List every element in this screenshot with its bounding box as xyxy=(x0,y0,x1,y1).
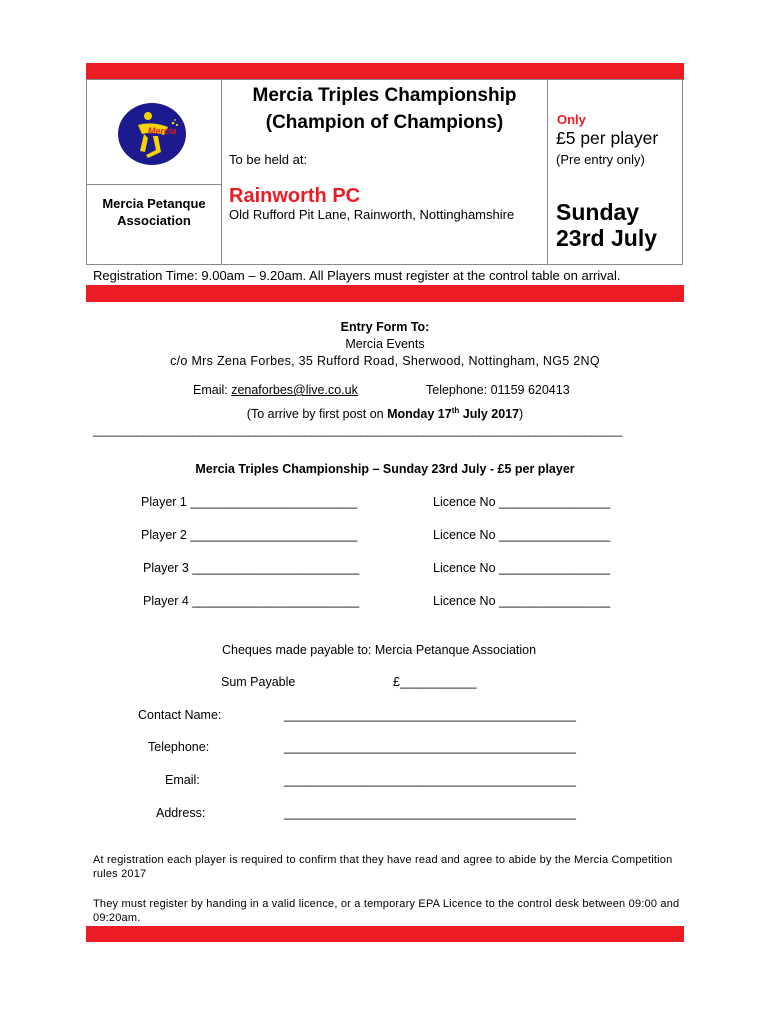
entry-email-link[interactable]: zenaforbes@live.co.uk xyxy=(231,383,358,397)
only-label: Only xyxy=(557,112,586,127)
player-4-field[interactable]: Player 4 ________________________ xyxy=(143,594,360,608)
middle-red-bar xyxy=(86,285,684,302)
arrive-sup: th xyxy=(451,406,460,415)
event-date: 23rd July xyxy=(556,225,657,251)
price: £5 per player xyxy=(556,128,659,148)
sum-payable-label: Sum Payable xyxy=(221,675,296,689)
section-divider: _____________________________________________________________________________________ xyxy=(93,423,623,437)
registration-time: Registration Time: 9.00am – 9.20am. All Players must register at the control table on arrival. xyxy=(93,268,621,283)
arrive-by xyxy=(86,406,684,421)
entry-heading: Entry Form To: xyxy=(340,320,430,334)
association-name: Mercia Petanque Association xyxy=(102,196,206,228)
pre-entry: (Pre entry only) xyxy=(556,152,645,167)
contact-name-field[interactable]: __________________________________________ xyxy=(284,708,576,722)
licence-3-field[interactable]: Licence No ________________ xyxy=(433,561,611,575)
arrive-date: Monday 17 xyxy=(387,407,452,422)
entry-org: Mercia Events xyxy=(345,337,425,351)
arrive-suffix: ) xyxy=(519,407,524,422)
entry-email-label: Email: xyxy=(193,383,232,397)
registration-note-1: At registration each player is required to confirm that they have read and agree to abide by the Mercia Competition rules 2017 xyxy=(93,854,673,880)
entry-address: c/o Mrs Zena Forbes, 35 Rufford Road, Sherwood, Nottingham, NG5 2NQ xyxy=(170,354,600,368)
email-label: Email: xyxy=(165,773,200,787)
player-1-field[interactable]: Player 1 ________________________ xyxy=(141,495,358,509)
entry-telephone: Telephone: 01159 620413 xyxy=(426,383,570,397)
cheques-payable: Cheques made payable to: Mercia Petanque Association xyxy=(222,643,537,657)
arrive-prefix: (To arrive by first post on xyxy=(246,407,388,422)
mercia-logo xyxy=(118,103,186,165)
venue-name: Rainworth PC xyxy=(229,185,361,207)
arrive-year: July 2017 xyxy=(459,407,520,422)
address-field[interactable]: __________________________________________ xyxy=(284,806,576,820)
event-title-line2: (Champion of Champions) xyxy=(265,112,504,133)
player-3-field[interactable]: Player 3 ________________________ xyxy=(143,561,360,575)
telephone-label: Telephone: xyxy=(148,740,210,754)
telephone-field[interactable]: __________________________________________ xyxy=(284,740,576,754)
player-2-field[interactable]: Player 2 ________________________ xyxy=(141,528,358,542)
logo-text: Mercia xyxy=(148,126,177,136)
address-label: Address: xyxy=(156,806,206,820)
contact-name-label: Contact Name: xyxy=(138,708,222,722)
event-day: Sunday xyxy=(556,199,640,225)
bottom-red-bar xyxy=(86,926,684,942)
venue-address: Old Rufford Pit Lane, Rainworth, Nottinghamshire xyxy=(229,207,515,222)
licence-4-field[interactable]: Licence No ________________ xyxy=(433,594,611,608)
sum-payable-field[interactable]: £___________ xyxy=(393,675,477,689)
top-red-bar xyxy=(86,63,684,80)
event-title-line1: Mercia Triples Championship xyxy=(252,85,517,106)
entry-email-row xyxy=(193,383,358,397)
divider-right xyxy=(547,79,548,265)
form-heading: Mercia Triples Championship – Sunday 23rd July - £5 per player xyxy=(195,462,575,476)
divider-logo xyxy=(86,184,221,185)
held-at-label: To be held at: xyxy=(229,152,308,167)
licence-2-field[interactable]: Licence No ________________ xyxy=(433,528,611,542)
email-field[interactable]: __________________________________________ xyxy=(284,773,576,787)
registration-note-2: They must register by handing in a valid licence, or a temporary EPA Licence to the control desk between 09:00 and 09:20am. xyxy=(93,898,680,924)
licence-1-field[interactable]: Licence No ________________ xyxy=(433,495,611,509)
